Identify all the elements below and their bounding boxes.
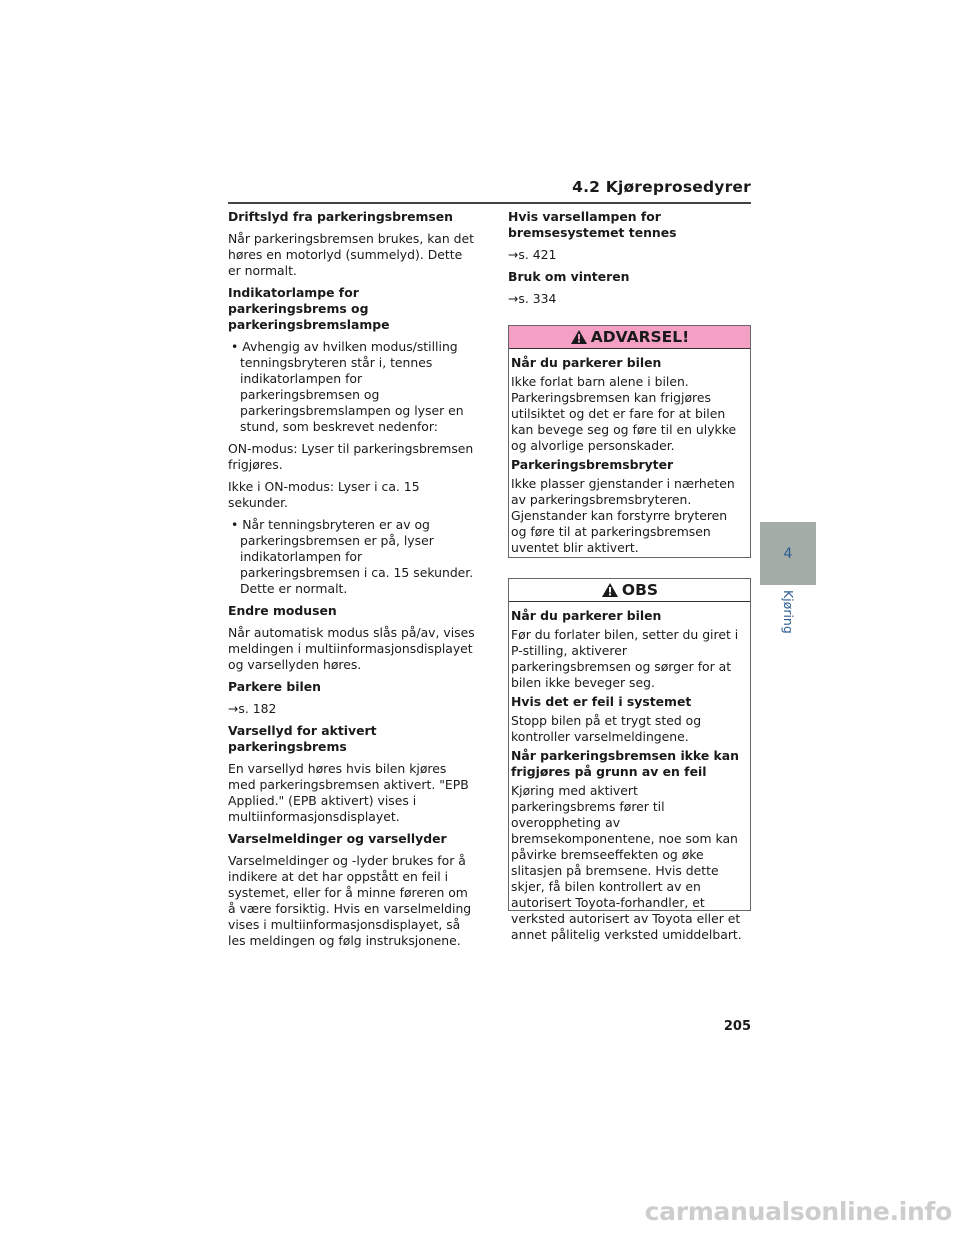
- warning-box: [508, 325, 751, 558]
- obs-title: OBS: [621, 581, 659, 599]
- endre-text: Når automatisk modus slås på/av, vises meldingen i multiinformasjonsdisplayet og varsellyden høres.: [228, 625, 475, 672]
- vinter-heading: Bruk om vinteren: [508, 269, 630, 284]
- left-column: [228, 209, 476, 955]
- page-number: 205: [723, 1019, 751, 1034]
- obs-subheading: Hvis det er feil i systemet: [511, 694, 692, 709]
- on-mode-text: ON-modus: Lyser til parkeringsbremsen frigjøres.: [228, 441, 474, 472]
- warning-title: ADVARSEL!: [590, 328, 690, 346]
- varselmeldinger-text: Varselmeldinger og -lyder brukes for å indikere at det har oppstått en feil i systemet, eller for å minne føreren om å være forsiktig. Hvis en varselmelding vises i multiinformasjonsdisplayet, så les meldingen og følg instruksjonene.: [228, 853, 472, 948]
- parkere-ref-link[interactable]: →s. 182: [228, 701, 277, 716]
- warning-text: Ikke plasser gjenstander i nærheten av parkeringsbremsbryteren. Gjenstander kan forstyrre bryteren og føre til at parkeringsbremsen uventet blir aktivert.: [511, 476, 735, 555]
- off-mode-text: Ikke i ON-modus: Lyser i ca. 15 sekunder.: [228, 479, 420, 510]
- obs-subheading: Når parkeringsbremsen ikke kan frigjøres på grunn av en feil: [511, 748, 739, 779]
- right-column: [508, 209, 751, 313]
- varsellampe-ref-link[interactable]: →s. 421: [508, 247, 557, 262]
- varsellyd-text: En varsellyd høres hvis bilen kjøres med parkeringsbremsen aktivert. "EPB Applied." (EPB aktivert) vises i multiinformasjonsdisplayet.: [228, 761, 469, 824]
- warning-text: Ikke forlat barn alene i bilen. Parkeringsbremsen kan frigjøres utilsiktet og det er fare for at bilen kan bevege seg og føre til en ulykke og alvorlige personskader.: [511, 374, 737, 453]
- chapter-label: Kjøring: [781, 590, 796, 634]
- obs-header: [509, 579, 750, 602]
- warning-triangle-icon: [570, 329, 588, 345]
- page-header: [228, 178, 751, 204]
- varsellampe-heading: Hvis varsellampen for bremsesystemet tennes: [508, 209, 677, 240]
- watermark: carmanualsonline.info: [644, 1197, 952, 1226]
- section-title: 4.2 Kjøreprosedyrer: [572, 178, 751, 196]
- parkere-heading: Parkere bilen: [228, 679, 321, 694]
- obs-text: Før du forlater bilen, setter du giret i P-stilling, aktiverer parkeringsbremsen og sørger for at bilen ikke beveger seg.: [511, 627, 739, 690]
- obs-text: Kjøring med aktivert parkeringsbrems fører til overoppheting av bremsekomponentene, noe som kan påvirke bremseeffekten og øke slitasjen på bremsene. Hvis dette skjer, få bilen kontrollert av en autorisert Toyota-forhandler, et verksted autorisert av Toyota eller et annet pålitelig verksted umiddelbart.: [511, 783, 742, 942]
- obs-box: [508, 578, 751, 942]
- warning-subheading: Når du parkerer bilen: [511, 355, 662, 370]
- driftslyd-heading: Driftslyd fra parkeringsbremsen: [228, 209, 453, 224]
- vinter-ref-link[interactable]: →s. 334: [508, 291, 557, 306]
- varsellyd-heading: Varsellyd for aktivert parkeringsbrems: [228, 723, 377, 754]
- warning-triangle-icon: [601, 582, 619, 598]
- obs-subheading: Når du parkerer bilen: [511, 608, 662, 623]
- bullet-item: • Avhengig av hvilken modus/stilling tenningsbryteren står i, tennes indikatorlampen for parkeringsbremsen og parkeringsbremslampen og lyser en stund, som beskrevet nedenfor:: [231, 339, 464, 434]
- endre-heading: Endre modusen: [228, 603, 337, 618]
- driftslyd-text: Når parkeringsbremsen brukes, kan det høres en motorlyd (summelyd). Dette er normalt.: [228, 231, 474, 278]
- warning-header: [509, 326, 750, 349]
- indikator-heading: Indikatorlampe for parkeringsbrems og parkeringsbremslampe: [228, 285, 390, 332]
- varselmeldinger-heading: Varselmeldinger og varsellyder: [228, 831, 447, 846]
- obs-text: Stopp bilen på et trygt sted og kontroller varselmeldingene.: [511, 713, 702, 744]
- warning-subheading: Parkeringsbremsbryter: [511, 457, 674, 472]
- chapter-number: 4: [783, 546, 793, 562]
- bullet-item: • Når tenningsbryteren er av og parkeringsbremsen er på, lyser indikatorlampen for parkeringsbremsen i ca. 15 sekunder. Dette er normalt.: [231, 517, 474, 596]
